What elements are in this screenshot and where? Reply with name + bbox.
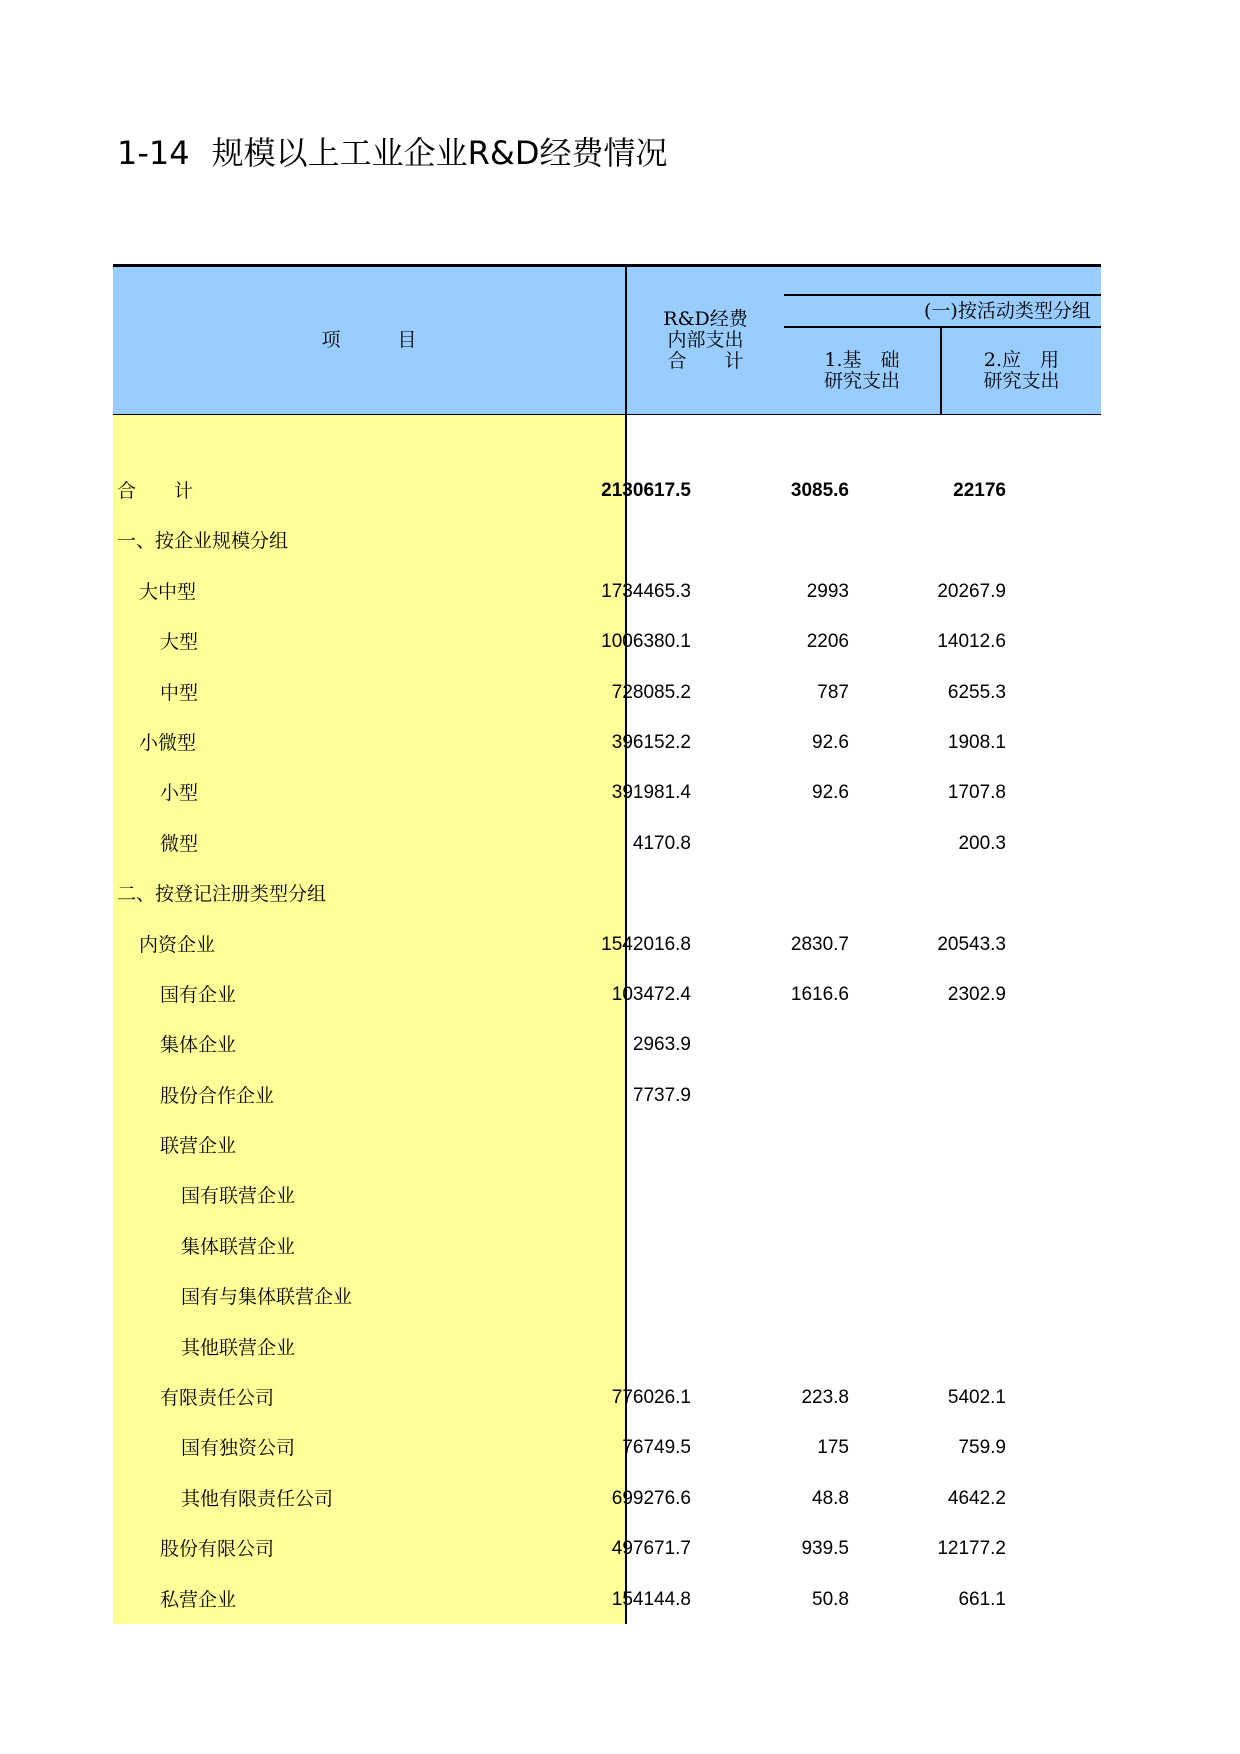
table-row — [113, 1222, 1101, 1272]
applied-research-value: 759.9 — [958, 1437, 1006, 1459]
row-label: 大中型 — [139, 580, 197, 603]
row-label: 有限责任公司 — [160, 1387, 275, 1410]
row-label: 小型 — [160, 782, 199, 805]
applied-research-value: 661.1 — [958, 1588, 1006, 1610]
table-row — [113, 567, 1101, 617]
basic-research-value: 48.8 — [812, 1487, 849, 1509]
table-row — [113, 1373, 1101, 1423]
header-basic — [784, 328, 942, 414]
header-basic-line1: 1.基 础 — [824, 349, 900, 371]
table-row — [113, 1575, 1101, 1625]
header-total — [627, 267, 784, 414]
header-applied-line1: 2.应 用 — [983, 349, 1060, 371]
basic-research-value: 2206 — [806, 631, 849, 653]
table-row — [113, 1474, 1101, 1524]
table-row — [113, 1171, 1101, 1221]
header-total-line3: 合 计 — [667, 350, 744, 372]
total-value: 7737.9 — [632, 1084, 691, 1106]
header-group — [784, 296, 1101, 328]
table-body — [113, 466, 1101, 1625]
table-row — [113, 920, 1101, 970]
table-row — [113, 1524, 1101, 1574]
applied-research-value: 2302.9 — [947, 983, 1006, 1005]
table-row — [113, 819, 1101, 869]
applied-research-value: 5402.1 — [947, 1387, 1006, 1409]
table-title: 规模以上工业企业R&D经费情况 — [211, 134, 668, 172]
row-label: 国有与集体联营企业 — [181, 1286, 353, 1309]
row-label: 小微型 — [139, 731, 197, 754]
total-value: 776026.1 — [611, 1387, 691, 1409]
total-value: 497671.7 — [611, 1538, 691, 1560]
table-row — [113, 1121, 1101, 1171]
row-label: 股份有限公司 — [160, 1538, 275, 1561]
basic-research-value: 3085.6 — [790, 480, 849, 501]
header-total-line2: 内部支出 — [667, 329, 744, 351]
table-row — [113, 1071, 1101, 1121]
applied-research-value: 22176 — [953, 480, 1006, 501]
applied-research-value: 200.3 — [958, 832, 1006, 854]
total-value: 103472.4 — [611, 983, 691, 1005]
applied-research-value: 4642.2 — [947, 1487, 1006, 1509]
basic-research-value: 939.5 — [801, 1538, 849, 1560]
table-number: 1-14 — [117, 134, 190, 172]
table-row — [113, 1272, 1101, 1322]
basic-research-value: 50.8 — [812, 1588, 849, 1610]
applied-research-value: 14012.6 — [937, 631, 1006, 653]
row-label: 国有独资公司 — [181, 1437, 296, 1460]
row-label: 集体联营企业 — [181, 1235, 296, 1258]
table-row — [113, 516, 1101, 566]
row-label: 国有联营企业 — [181, 1185, 296, 1208]
total-value: 4170.8 — [632, 832, 691, 854]
basic-research-value: 175 — [817, 1437, 849, 1459]
row-label: 大型 — [160, 631, 199, 654]
row-label: 中型 — [160, 681, 199, 704]
header-applied — [942, 328, 1101, 414]
table-row — [113, 1423, 1101, 1473]
table-row — [113, 869, 1101, 919]
applied-research-value: 20543.3 — [937, 933, 1006, 955]
total-value: 396152.2 — [611, 731, 691, 753]
table-row — [113, 1020, 1101, 1070]
header-applied-line2: 研究支出 — [983, 370, 1060, 392]
row-label: 股份合作企业 — [160, 1084, 275, 1107]
table-row — [113, 466, 1101, 516]
basic-research-value: 2830.7 — [790, 933, 849, 955]
applied-research-value: 6255.3 — [947, 681, 1006, 703]
row-label: 集体企业 — [160, 1034, 237, 1057]
table-row — [113, 970, 1101, 1020]
header-group-label: (一)按活动类型分组 — [924, 299, 1091, 322]
total-value: 699276.6 — [611, 1487, 691, 1509]
table-row — [113, 768, 1101, 818]
row-label: 其他有限责任公司 — [181, 1487, 334, 1510]
page-title — [117, 128, 667, 174]
row-label: 其他联营企业 — [181, 1336, 296, 1359]
applied-research-value: 1707.8 — [947, 782, 1006, 804]
total-value: 1542016.8 — [601, 933, 691, 955]
header-basic-line2: 研究支出 — [823, 370, 900, 392]
row-label: 合 计 — [117, 480, 194, 502]
row-label: 内资企业 — [139, 933, 216, 956]
header-top-blank — [784, 267, 1101, 296]
total-value: 1734465.3 — [601, 580, 691, 602]
header-item — [113, 267, 625, 414]
total-value: 2963.9 — [632, 1034, 691, 1056]
total-value: 728085.2 — [611, 681, 691, 703]
table-row — [113, 668, 1101, 718]
basic-research-value: 223.8 — [801, 1387, 849, 1409]
applied-research-value: 1908.1 — [947, 731, 1006, 753]
header-item-label: 项 目 — [321, 329, 417, 351]
basic-research-value: 787 — [817, 681, 849, 703]
total-value: 76749.5 — [622, 1437, 691, 1459]
basic-research-value: 92.6 — [812, 731, 849, 753]
row-label: 一、按企业规模分组 — [117, 530, 289, 553]
applied-research-value: 20267.9 — [937, 580, 1006, 602]
basic-research-value: 2993 — [806, 580, 849, 602]
table-row — [113, 718, 1101, 768]
row-label: 国有企业 — [160, 983, 237, 1006]
row-label: 微型 — [160, 832, 199, 855]
total-value: 1006380.1 — [601, 631, 691, 653]
row-label: 二、按登记注册类型分组 — [117, 883, 327, 906]
row-label: 私营企业 — [160, 1588, 237, 1611]
total-value: 154144.8 — [611, 1588, 691, 1610]
row-label: 联营企业 — [160, 1135, 237, 1158]
table-header — [113, 264, 1101, 415]
basic-research-value: 92.6 — [812, 782, 849, 804]
table-row — [113, 1323, 1101, 1373]
total-value: 391981.4 — [611, 782, 691, 804]
header-total-line1: R&D经费 — [663, 308, 748, 330]
basic-research-value: 1616.6 — [790, 983, 849, 1005]
table-row — [113, 617, 1101, 667]
applied-research-value: 12177.2 — [937, 1538, 1006, 1560]
total-value: 2130617.5 — [601, 480, 691, 501]
